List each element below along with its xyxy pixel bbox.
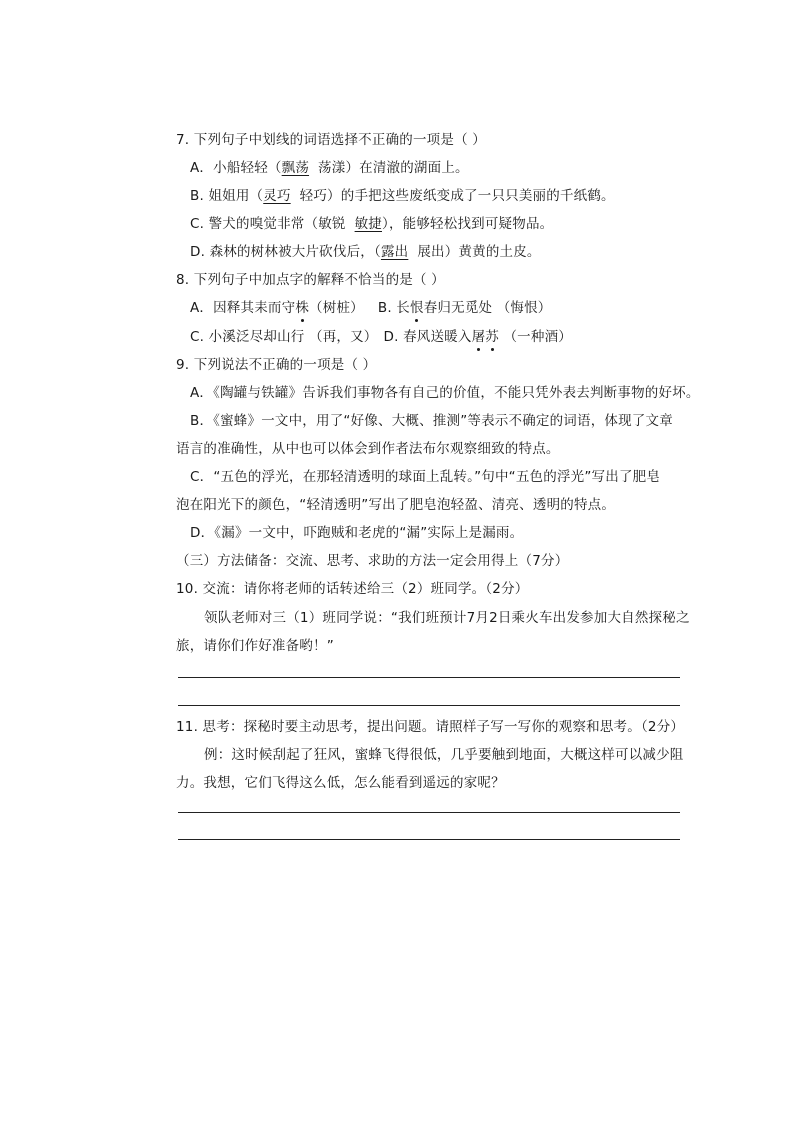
q8-a-dotted-char: 株 [295, 300, 310, 316]
q8-b-post: 春归无觅处 （悔恨） [423, 300, 552, 316]
q7-d-word2: 展出 [417, 244, 445, 260]
q7-d-pre: D. 森林的树林被大片砍伐后，（ [190, 244, 381, 260]
q7-a-word2: 荡漾 [318, 160, 346, 176]
q7-option-a [190, 159, 469, 177]
q8-d-post: （一种酒） [498, 329, 572, 345]
q7-b-underlined-word: 灵巧 [263, 188, 291, 204]
q7-c-underlined-word: 敏捷 [354, 216, 382, 232]
q7-stem: 7. 下列句子中划线的词语选择不正确的一项是（ ） [176, 132, 486, 148]
q11-stem: 11. 思考：探秘时要主动思考，提出问题。请照样子写一写你的观察和思考。（2分） [176, 719, 685, 735]
q9-option-b-line2: 语言的准确性，从中也可以体会到作者法布尔观察细致的特点。 [176, 441, 560, 457]
q9-option-c-line1: C．“五色的浮光，在那轻清透明的球面上乱转。”句中“五色的浮光”写出了肥皂 [190, 469, 661, 485]
q9-option-b-line1: B．《蜜蜂》一文中，用了“好像、大概、推测”等表示不确定的词语，体现了文章 [190, 413, 673, 429]
q10-answer-line-2[interactable] [178, 705, 680, 706]
q7-a-underlined-word: 飘荡 [281, 160, 310, 176]
q10-passage-line1: 领队老师对三（1）班同学说：“我们班预计7月2日乘火车出发参加大自然探秘之 [204, 610, 690, 626]
section-3-heading: （三）方法储备：交流、思考、求助的方法一定会用得上（7分） [176, 553, 569, 569]
q9-option-c-line2: 泡在阳光下的颜色，“轻清透明”写出了肥皂泡轻盈、清亮、透明的特点。 [176, 497, 616, 513]
q11-example-line1: 例：这时候刮起了狂风，蜜蜂飞得很低，几乎要触到地面，大概这样可以减少阻 [204, 747, 684, 763]
q7-b-pre: B. 姐姐用（ [190, 188, 264, 204]
q7-option-d [190, 243, 541, 261]
q7-a-pre: A．小船轻轻（ [190, 160, 282, 176]
q7-c-post: ），能够轻松找到可疑物品。 [382, 216, 554, 232]
q8-options-row2 [190, 328, 572, 346]
q8-c: C. 小溪泛尽却山行 （再，又） [190, 329, 378, 345]
q7-option-c [190, 215, 553, 233]
q11-example-line2: 力。我想，它们飞得这么低，怎么能看到遥远的家呢？ [176, 775, 505, 791]
q8-d-dotted-char-2: 苏 [485, 329, 499, 345]
q8-b-dotted-char: 恨 [410, 300, 424, 316]
q8-b-pre: B. 长 [377, 300, 411, 316]
q7-d-post: ）黄黄的土皮。 [444, 244, 541, 260]
q8-d-dotted-char-1: 屠 [471, 329, 486, 345]
q10-answer-line-1[interactable] [178, 677, 680, 678]
q8-a-pre: A．因释其耒而守 [190, 300, 296, 316]
q9-stem: 9. 下列说法不正确的一项是（ ） [176, 357, 377, 373]
q10-stem: 10. 交流：请你将老师的话转述给三（2）班同学。（2分） [176, 581, 529, 597]
q9-option-d: D．《漏》一文中，吓跑贼和老虎的“漏”实际上是漏雨。 [190, 525, 524, 541]
q7-d-sep [408, 244, 417, 260]
q7-option-b [190, 187, 615, 205]
q9-option-a: A．《陶罐与铁罐》告诉我们事物各有自己的价值，不能只凭外表去判断事物的好坏。 [190, 385, 700, 401]
q8-stem: 8. 下列句子中加点字的解释不恰当的是（ ） [176, 272, 445, 288]
q7-c-pre: C. 警犬的嗅觉非常（敏锐 [190, 216, 355, 232]
q8-d-pre: D. 春风送暖入 [383, 329, 472, 345]
q11-answer-line-1[interactable] [178, 812, 680, 813]
q7-b-post: ）的手把这些废纸变成了一只只美丽的千纸鹤。 [327, 188, 615, 204]
q7-a-post: ）在清澈的湖面上。 [345, 160, 469, 176]
q8-a-post: （树桩） [309, 300, 364, 316]
q8-options-row1 [190, 299, 552, 317]
q7-d-underlined-word: 露出 [380, 244, 409, 260]
q7-b-word2: 轻巧 [299, 188, 328, 204]
q7-a-sep [309, 160, 318, 176]
q11-answer-line-2[interactable] [178, 839, 680, 840]
q10-passage-line2: 旅，请你们作好准备哟！” [176, 638, 334, 654]
q7-b-sep [291, 188, 300, 204]
